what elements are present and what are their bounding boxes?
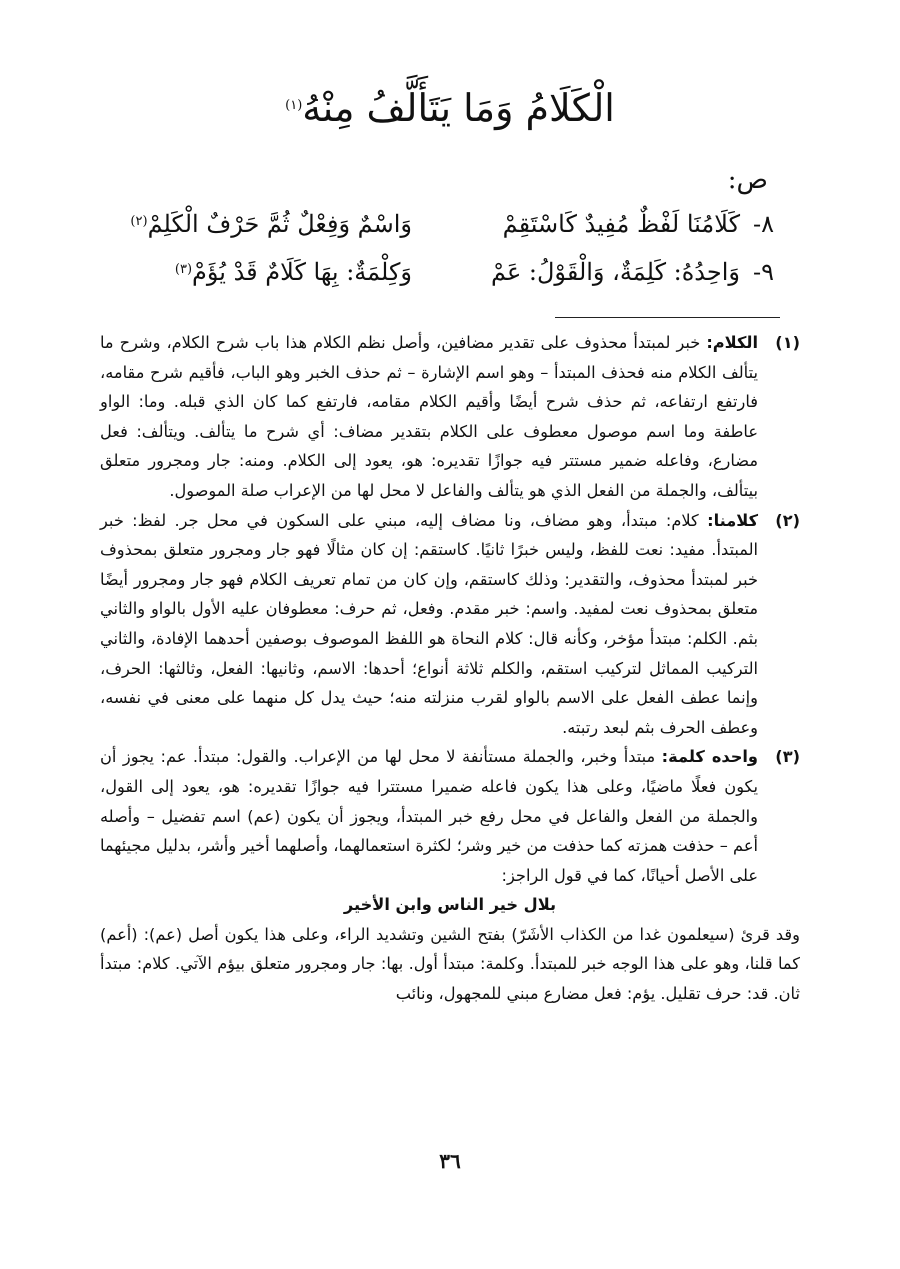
footnote-text: كلام: مبتدأ، وهو مضاف، ونا مضاف إليه، مبني على السكون في محل جر. لفظ: خبر المبتدأ. مفيد: نعت للفظ، وليس خبرًا ثانيًا. كاستقم: إن كان مثالًا فهو جار ومجرور متعلق بمحذوف خبر لمبتدأ محذوف، والتقدير: وذلك كاستقم، وإن كان من تمام تعريف الكلام فهو جار ومجرور أيضًا متعلق بمحذوف نعت لمفيد. واسم: خبر مقدم. وفعل، ثم حرف: معطوفان عليه الأول بالواو والثاني بثم. الكلم: مبتدأ مؤخر، وكأنه قال: كلام النحاة هو اللفظ الموصوف بوصفين أحدهما الإفادة، والثاني التركيب المماثل لتركيب استقم، والكلم ثلاثة أنواع؛ أحدها: الاسم، وثانيها: الفعل، وثالثها: الحرف، وإنما عطف الفعل على الاسم بالواو لقرب منزلته منه؛ حيث يدل كل منهما على معنى في نفسه، وعطف الحرف بثم لبعد رتبته.	[100, 510, 758, 737]
footnote-lead-term: كلامنا:	[707, 510, 758, 530]
footnote-number: (١)	[775, 333, 800, 352]
footnote-divider	[555, 317, 780, 318]
footnote-body	[100, 742, 758, 890]
footnote-ref-2[interactable]: (٢)	[130, 214, 148, 229]
second-hemistich-wrap	[114, 200, 440, 248]
verse-line	[114, 200, 774, 248]
footnotes-section	[100, 328, 800, 1009]
verse-line	[114, 248, 774, 296]
page-number: ٣٦	[439, 1149, 461, 1173]
chapter-title-text: الْكَلَامُ وَمَا يَتَأَلَّفُ مِنْهُ	[302, 86, 615, 130]
second-hemistich: وَكِلْمَةٌ: بِهَا كَلَامٌ قَدْ يُؤَمْ	[192, 258, 412, 286]
first-hemistich: كَلَامُنَا لَفْظٌ مُفِيدٌ كَاسْتَقِمْ	[502, 210, 740, 238]
footnote-lead-term: واحده كلمة:	[661, 747, 758, 767]
footnote-number: (٢)	[775, 510, 800, 530]
verse-block	[114, 200, 774, 296]
footnote-text: خبر لمبتدأ محذوف على تقدير مضافين، وأصل نظم الكلام هذا باب شرح الكلام، وشرح ما يتألف الكلام منه فحذف المبتدأ – وهو اسم الإشارة – ثم حذف الخبر وهو الباب، فأقيم شرح مقامه، فارتفع ارتفاعه، ثم حذف شرح أيضًا وأقيم الكلام مقامه، فارتفع كما كان الذي قبله. وما: الواو عاطفة وما اسم موصول معطوف على الكلام بتقدير مضاف: أي شرح ما يتألف. ويتألف: فعل مضارع، وفاعله ضمير مستتر فيه جوازًا تقديره: هو، يعود إلى الكلام. ومنه: جار ومجرور متعلق بيتألف، والجملة من الفعل الذي هو يتألف والفاعل لا محل لها من الإعراب صلة الموصول.	[100, 333, 758, 500]
chapter-title	[0, 78, 900, 138]
footnote-lead-term: الكلام:	[706, 333, 758, 352]
second-hemistich: وَاسْمٌ وَفِعْلٌ ثُمَّ حَرْفٌ الْكَلِمْ	[147, 210, 412, 238]
first-hemistich: وَاحِدُهُ: كَلِمَةٌ، وَالْقَوْلُ: عَمْ	[490, 258, 740, 286]
footnote-text: مبتدأ وخبر، والجملة مستأنفة لا محل لها من الإعراب. والقول: مبتدأ. عم: يجوز أن يكون فعلًا ماضيًا، وعلى هذا يكون فاعله ضميرا مستترا فيه جوازًا تقديره: هو، يعود إلى القول، والجملة من الفعل والفاعل في محل رفع خبر المبتدأ، ويجوز أن يكون (عم) اسم تفضيل – وأصله أعم – حذفت همزته كما حذفت من خير وشر؛ لكثرة استعمالهما، وأصلهما أخير وأشر، بدليل مجيئهما على الأصل أحيانًا، كما في قول الراجز:	[100, 747, 758, 885]
footnote-ref-1[interactable]: (١)	[285, 98, 303, 113]
footnote-2	[100, 506, 800, 743]
footnote-continuation: وقد قرئ (سيعلمون غدا من الكذاب الأشَرّ) بفتح الشين وتشديد الراء، وعلى هذا يكون أصل (عم): (أعم) كما قلنا، وهو على هذا الوجه خبر للمبتدأ. وكلمة: مبتدأ أول. بها: جار ومجرور متعلق بيؤم الآتي. كلام: مبتدأ ثان. قد: حرف تقليل. يؤم: فعل مضارع مبني للمجهول، ونائب	[100, 924, 800, 1004]
second-hemistich-wrap	[114, 248, 440, 296]
footnote-number: (٣)	[775, 747, 800, 767]
verse-number: ٩-	[753, 258, 774, 286]
footnote-ref-3[interactable]: (٣)	[174, 262, 193, 277]
verse-label: ص:	[727, 165, 768, 195]
poetry-quote: بلال خير الناس وابن الأخير	[343, 895, 557, 915]
verse-number: ٨-	[753, 210, 774, 238]
footnote-body	[100, 506, 758, 743]
footnote-3	[100, 742, 800, 1008]
footnote-body	[100, 328, 758, 506]
footnote-1	[100, 328, 800, 506]
